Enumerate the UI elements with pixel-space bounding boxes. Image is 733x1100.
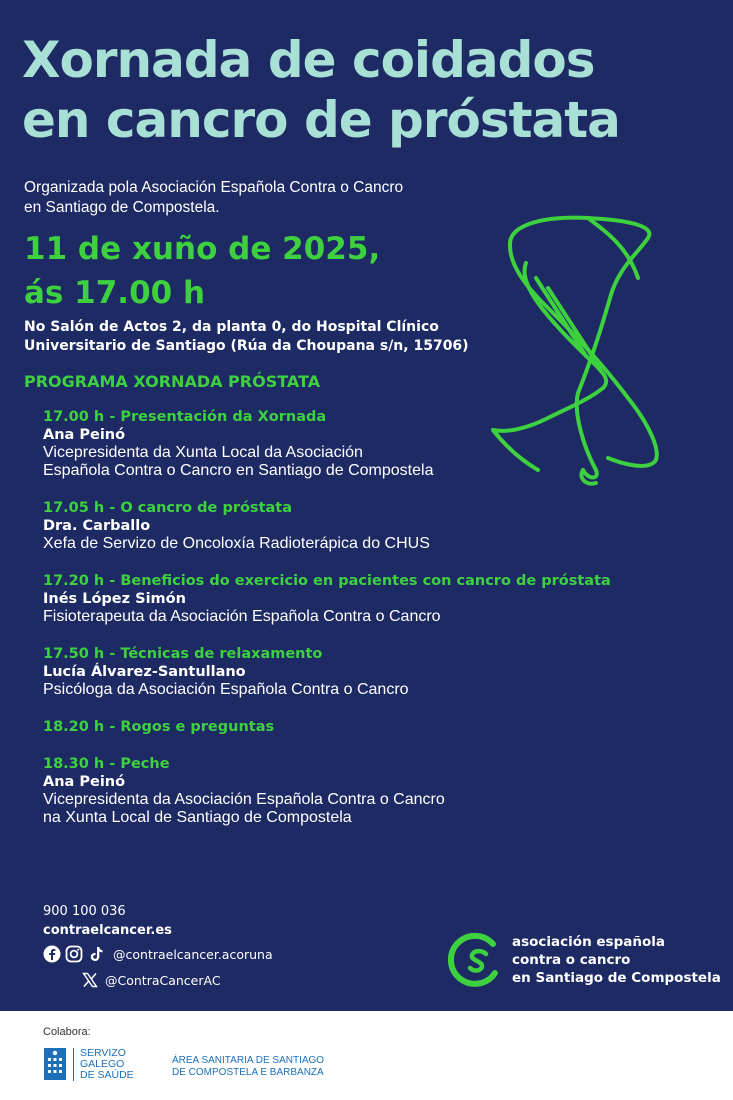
organizer-line-2: en Santiago de Compostela.	[24, 199, 220, 216]
aecc-line-3: en Santiago de Compostela	[512, 970, 721, 986]
sergas-line-2: GALEGO	[80, 1057, 125, 1070]
aecc-logo	[446, 930, 721, 990]
program-item-role: Psicóloga da Asociación Española Contra o Cancro	[43, 681, 409, 698]
organizer-text	[24, 178, 403, 218]
program-item-speaker: Ana Peinó	[43, 774, 126, 790]
program-item-speaker: Dra. Carballo	[43, 518, 151, 534]
program-item-time: 17.50 h - Técnicas de relaxamento	[43, 646, 323, 662]
event-title	[22, 30, 620, 150]
program-item	[43, 408, 683, 480]
website-link[interactable]: contraelcancer.es	[43, 923, 172, 938]
social-row	[43, 945, 273, 963]
program-item-speaker: Ana Peinó	[43, 427, 126, 443]
x-row	[81, 971, 221, 989]
aecc-logo-mark-icon	[446, 930, 506, 990]
program-item-time: 17.00 h - Presentación da Xornada	[43, 409, 327, 425]
sergas-line-1: SERVIZO	[80, 1046, 126, 1059]
program-heading: PROGRAMA XORNADA PRÓSTATA	[24, 372, 321, 391]
collaborates-label: Colabora:	[43, 1026, 91, 1038]
date-line-2: ás 17.00 h	[24, 275, 206, 311]
aecc-line-1: asociación española	[512, 934, 665, 950]
sergas-line-3: DE SAÚDE	[80, 1068, 134, 1081]
title-line-1: Xornada de coidados	[22, 31, 595, 89]
galicia-shield-icon	[43, 1047, 67, 1081]
venue-line-1: No Salón de Actos 2, da planta 0, do Hospital Clínico	[24, 319, 439, 335]
venue-line-2: Universitario de Santiago (Rúa da Choupana s/n, 15706)	[24, 338, 469, 354]
x-icon[interactable]	[81, 971, 99, 989]
tiktok-icon[interactable]	[87, 945, 105, 963]
program-item	[43, 572, 683, 626]
program-item-time: 18.20 h - Rogos e preguntas	[43, 719, 275, 735]
program-item-speaker: Inés López Simón	[43, 591, 186, 607]
program-list	[43, 408, 683, 846]
sergas-text	[73, 1048, 134, 1081]
instagram-icon[interactable]	[65, 945, 83, 963]
title-line-2: en cancro de próstata	[22, 91, 620, 149]
program-item	[43, 499, 683, 553]
aecc-logo-text	[512, 933, 721, 987]
program-item-time: 17.05 h - O cancro de próstata	[43, 500, 292, 516]
aecc-line-2: contra o cancro	[512, 952, 631, 968]
program-item	[43, 645, 683, 699]
contact-block	[43, 903, 172, 941]
health-area-label: ÁREA SANITARIA DE SANTIAGO DE COMPOSTELA E BARBANZA	[172, 1055, 325, 1078]
phone-number[interactable]: 900 100 036	[43, 904, 126, 919]
program-item	[43, 718, 683, 736]
organizer-line-1: Organizada pola Asociación Española Contra o Cancro	[24, 179, 404, 196]
social-handle[interactable]: @contraelcancer.acoruna	[113, 946, 273, 962]
event-date	[24, 227, 380, 315]
program-item-role: Xefa de Servizo de Oncoloxía Radioterápica do CHUS	[43, 535, 430, 552]
program-item-role: Vicepresidenta da Xunta Local da Asociación Española Contra o Cancro en Santiago de Compostela	[43, 444, 434, 479]
sergas-logo	[43, 1047, 134, 1081]
program-item	[43, 755, 683, 827]
x-handle[interactable]: @ContraCancerAC	[105, 972, 221, 988]
program-item-role: Fisioterapeuta da Asociación Española Contra o Cancro	[43, 608, 441, 625]
program-item-time: 17.20 h - Beneficios do exercicio en pacientes con cancro de próstata	[43, 573, 611, 589]
facebook-icon[interactable]	[43, 945, 61, 963]
program-item-role: Vicepresidenta da Asociación Española Contra o Cancro na Xunta Local de Santiago de Compostela	[43, 791, 445, 826]
program-item-speaker: Lucía Álvarez-Santullano	[43, 664, 246, 680]
program-item-time: 18.30 h - Peche	[43, 756, 170, 772]
date-line-1: 11 de xuño de 2025,	[24, 231, 381, 267]
event-venue	[24, 318, 469, 356]
